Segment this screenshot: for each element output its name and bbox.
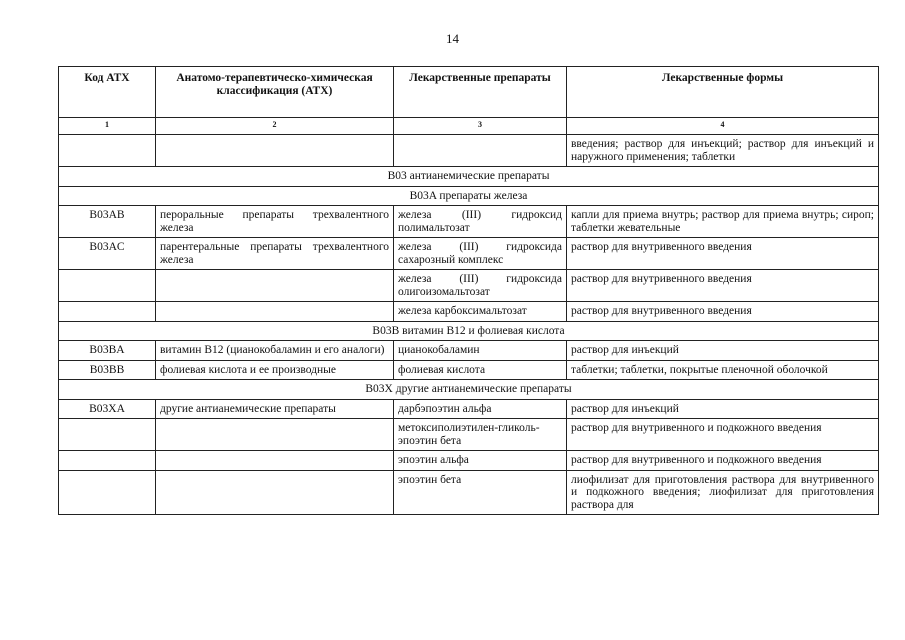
atc-code-cell — [59, 451, 156, 471]
drug-cell: железа (III) гидроксида сахарозный комплекс — [394, 238, 567, 270]
dosage-form-cell: раствор для инъекций — [567, 399, 879, 419]
section-heading: B03A препараты железа — [59, 186, 879, 206]
table-row — [59, 419, 879, 451]
drug-cell: железа (III) гидроксид полимальтозат — [394, 206, 567, 238]
atc-classification-cell — [156, 135, 394, 167]
dosage-form-cell: раствор для внутривенного введения — [567, 238, 879, 270]
table-row — [59, 470, 879, 515]
table-row — [59, 399, 879, 419]
drug-cell: дарбэпоэтин альфа — [394, 399, 567, 419]
atc-code-cell: B03AC — [59, 238, 156, 270]
atc-classification-cell: витамин B12 (цианокобаламин и его аналоги) — [156, 341, 394, 361]
drug-cell: железа (III) гидроксида олигоизомальтозат — [394, 270, 567, 302]
atc-classification-cell — [156, 451, 394, 471]
dosage-form-cell: раствор для внутривенного введения — [567, 270, 879, 302]
atc-classification-cell — [156, 270, 394, 302]
atc-code-cell — [59, 135, 156, 167]
table-row — [59, 135, 879, 167]
section-row — [59, 321, 879, 341]
dosage-form-cell: введения; раствор для инъекций; раствор для инъекций и наружного применения; таблетки — [567, 135, 879, 167]
atc-classification-cell: парентеральные препараты трехвалентного железа — [156, 238, 394, 270]
column-number: 4 — [567, 118, 879, 135]
drug-cell: железа карбоксимальтозат — [394, 302, 567, 322]
column-number: 3 — [394, 118, 567, 135]
section-heading: B03X другие антианемические препараты — [59, 380, 879, 400]
table-row — [59, 341, 879, 361]
table-row — [59, 206, 879, 238]
atc-code-cell: B03XA — [59, 399, 156, 419]
atc-code-cell — [59, 302, 156, 322]
column-number: 1 — [59, 118, 156, 135]
table-row — [59, 360, 879, 380]
atc-code-cell: B03BA — [59, 341, 156, 361]
atc-classification-cell: другие антианемические препараты — [156, 399, 394, 419]
drug-cell — [394, 135, 567, 167]
dosage-form-cell: раствор для внутривенного и подкожного введения — [567, 419, 879, 451]
column-number-row — [59, 118, 879, 135]
section-row — [59, 186, 879, 206]
section-row — [59, 380, 879, 400]
drug-cell: эпоэтин альфа — [394, 451, 567, 471]
table-row — [59, 302, 879, 322]
column-number: 2 — [156, 118, 394, 135]
table-header-row — [59, 67, 879, 118]
atc-classification-cell — [156, 470, 394, 515]
header-atc-code: Код АТХ — [59, 67, 156, 118]
atc-classification-cell: фолиевая кислота и ее производные — [156, 360, 394, 380]
atc-classification-cell: пероральные препараты трехвалентного железа — [156, 206, 394, 238]
section-row — [59, 167, 879, 187]
header-dosage-forms: Лекарственные формы — [567, 67, 879, 118]
table-row — [59, 238, 879, 270]
dosage-form-cell: капли для приема внутрь; раствор для приема внутрь; сироп; таблетки жевательные — [567, 206, 879, 238]
atc-code-cell — [59, 470, 156, 515]
dosage-form-cell: таблетки; таблетки, покрытые пленочной оболочкой — [567, 360, 879, 380]
dosage-form-cell: лиофилизат для приготовления раствора для внутривенного и подкожного введения; лиофилизат для приготовления раствора для — [567, 470, 879, 515]
table-row — [59, 451, 879, 471]
drug-cell: фолиевая кислота — [394, 360, 567, 380]
atc-classification-cell — [156, 419, 394, 451]
section-heading: B03B витамин B12 и фолиевая кислота — [59, 321, 879, 341]
dosage-form-cell: раствор для инъекций — [567, 341, 879, 361]
dosage-form-cell: раствор для внутривенного введения — [567, 302, 879, 322]
atc-code-cell — [59, 419, 156, 451]
dosage-form-cell: раствор для внутривенного и подкожного введения — [567, 451, 879, 471]
section-heading: B03 антианемические препараты — [59, 167, 879, 187]
atc-code-cell — [59, 270, 156, 302]
drug-cell: цианокобаламин — [394, 341, 567, 361]
header-drugs: Лекарственные препараты — [394, 67, 567, 118]
drug-cell: эпоэтин бета — [394, 470, 567, 515]
header-atc-classification: Анатомо-терапевтическо-химическая классификация (АТХ) — [156, 67, 394, 118]
page-number: 14 — [446, 31, 459, 46]
atc-classification-cell — [156, 302, 394, 322]
table-row — [59, 270, 879, 302]
atc-code-cell: B03AB — [59, 206, 156, 238]
atc-code-cell: B03BB — [59, 360, 156, 380]
drug-cell: метоксиполиэтилен-гликоль-эпоэтин бета — [394, 419, 567, 451]
atc-drug-table — [58, 66, 879, 515]
